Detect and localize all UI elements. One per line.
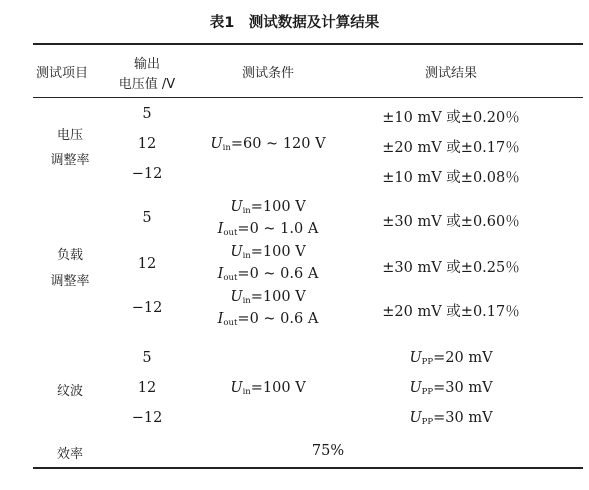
symbol-sub: in [242, 206, 251, 216]
output-value: 12 [137, 380, 157, 396]
symbol-var: U [230, 289, 243, 305]
condition-text: =0 ~ 0.6 A [237, 311, 319, 327]
symbol-var: U [409, 350, 422, 366]
header-rule [33, 97, 583, 98]
condition-load-reg-u [230, 244, 305, 261]
output-value: 5 [142, 350, 152, 366]
symbol-sub: out [223, 228, 238, 238]
row-label-load-reg-1: 负载 [56, 248, 84, 263]
symbol-var: U [230, 380, 243, 396]
row-label-line-reg-1: 电压 [56, 128, 84, 143]
result-value: ±20 mV 或±0.17％ [382, 304, 520, 320]
header-output-line1: 输出 [133, 57, 161, 72]
condition-text: =100 V [250, 199, 306, 215]
symbol-sub: out [223, 318, 238, 328]
symbol-var: U [409, 380, 422, 396]
symbol-sub: PP [421, 417, 434, 427]
result-ripple [409, 380, 492, 397]
result-value: ±10 mV 或±0.08％ [382, 170, 520, 186]
result-text: =20 mV [433, 350, 493, 366]
condition-text: =0 ~ 1.0 A [237, 221, 319, 237]
condition-line-reg [210, 136, 325, 153]
row-label-ripple: 纹波 [56, 384, 84, 399]
symbol-var: U [230, 199, 243, 215]
bottom-rule [33, 467, 583, 469]
output-value: 12 [137, 136, 157, 152]
symbol-sub: PP [421, 387, 434, 397]
result-value: ±30 mV 或±0.60％ [382, 214, 520, 230]
symbol-sub: in [242, 251, 251, 261]
condition-load-reg-i [218, 266, 319, 283]
row-label-efficiency: 效率 [56, 447, 84, 462]
table-title: 表1 测试数据及计算结果 [209, 15, 380, 31]
output-value: 12 [137, 256, 157, 272]
result-ripple [409, 350, 492, 367]
condition-load-reg-i [218, 221, 319, 238]
output-value: −12 [131, 410, 163, 426]
header-item: 测试项目 [36, 66, 89, 81]
symbol-var: U [230, 244, 243, 260]
symbol-var: I [217, 221, 224, 237]
header-result: 测试结果 [424, 66, 478, 81]
result-text: =30 mV [433, 410, 493, 426]
result-value: ±10 mV 或±0.20％ [382, 110, 520, 126]
symbol-sub: in [242, 387, 251, 397]
condition-text: =100 V [250, 244, 306, 260]
symbol-var: I [217, 311, 224, 327]
symbol-var: U [210, 136, 223, 152]
output-value: −12 [131, 300, 163, 316]
result-value: ±20 mV 或±0.17％ [382, 140, 520, 156]
result-ripple [409, 410, 492, 427]
condition-text: =100 V [250, 289, 306, 305]
output-value: −12 [131, 166, 163, 182]
row-label-line-reg-2: 调整率 [50, 153, 90, 168]
symbol-var: U [409, 410, 422, 426]
condition-text: =0 ~ 0.6 A [237, 266, 319, 282]
symbol-sub: in [242, 296, 251, 306]
header-output-line2: 电压值 /V [118, 77, 176, 92]
condition-text: =100 V [250, 380, 306, 396]
result-text: =30 mV [433, 380, 493, 396]
row-label-load-reg-2: 调整率 [50, 274, 90, 289]
symbol-sub: out [223, 273, 238, 283]
result-value: ±30 mV 或±0.25％ [382, 260, 520, 276]
efficiency-value: 75% [311, 443, 345, 459]
condition-load-reg-u [230, 199, 305, 216]
condition-load-reg-i [218, 311, 319, 328]
symbol-var: I [217, 266, 224, 282]
output-value: 5 [142, 210, 152, 226]
condition-load-reg-u [230, 289, 305, 306]
header-condition: 测试条件 [241, 66, 295, 81]
output-value: 5 [142, 106, 152, 122]
condition-ripple [230, 380, 305, 397]
condition-text: =60 ~ 120 V [230, 136, 326, 152]
top-rule [33, 43, 583, 45]
symbol-sub: in [222, 143, 231, 153]
symbol-sub: PP [421, 357, 434, 367]
